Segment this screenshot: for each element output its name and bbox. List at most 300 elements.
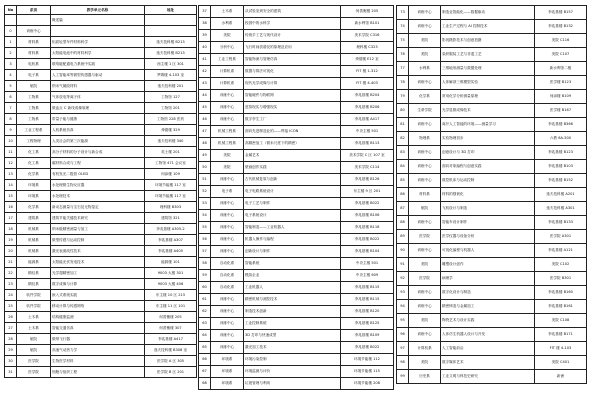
- cell-name: 现代光学成像与计算: [244, 78, 341, 90]
- cell-location: 环境节能楼 117 室: [145, 191, 197, 202]
- cell-no: 76: [397, 48, 409, 62]
- cell-name: 智能硬件与物联网: [244, 90, 341, 102]
- cell-dept: 环境系: [17, 191, 51, 202]
- cell-dept: [17, 15, 51, 26]
- cell-dept: 机械工程系: [211, 126, 244, 138]
- table-row: [199, 318, 394, 330]
- cell-dept: 计算机系: [211, 78, 244, 90]
- cell-location: FIT 楼 1-312: [341, 66, 394, 78]
- cell-dept: 工物系: [17, 114, 51, 125]
- table-row: [5, 37, 197, 48]
- cell-location: 新水利馆 B101: [341, 18, 394, 30]
- cell-dept: 环境系: [17, 180, 51, 191]
- cell-name: 离开人工智能的环境——测量学习: [441, 118, 535, 132]
- cell-location: FIT 楼 4-403: [341, 78, 394, 90]
- table-row: [397, 286, 587, 300]
- table-row: [5, 356, 197, 367]
- cell-no: 11: [5, 147, 17, 158]
- cell-location: 新水利馆二楼: [535, 62, 587, 76]
- cell-dept: 材料系: [17, 48, 51, 59]
- cell-no: 97: [397, 342, 409, 356]
- cell-name: 从试验室到安全的建筑: [244, 6, 341, 18]
- cell-location: 李兆基楼 B123: [535, 146, 587, 160]
- cell-name: 实验物理初步: [441, 132, 535, 146]
- cell-name: 智能车设计制作: [441, 216, 535, 230]
- cell-location: 李兆基楼 B133: [535, 216, 587, 230]
- cell-no: 25: [5, 301, 17, 312]
- cell-dept: 电子系: [211, 186, 244, 198]
- table-row: [5, 367, 197, 378]
- cell-name: 传统手工艺与现代设计: [244, 30, 341, 42]
- cell-dept: 材料系: [17, 37, 51, 48]
- cell-no: 78: [397, 76, 409, 90]
- table-row: [199, 378, 394, 390]
- cell-location: 李兆基楼 B109: [341, 330, 394, 342]
- table-row: [397, 272, 587, 286]
- cell-name: 移动计算与传感网络: [51, 301, 145, 312]
- cell-no: 65: [199, 342, 211, 354]
- cell-no: 48: [199, 138, 211, 150]
- cell-no: 3: [5, 59, 17, 70]
- cell-location: 逸夫技科楼 B308 室: [145, 345, 197, 356]
- table-row: [397, 104, 587, 118]
- cell-name: 光学显微成像技术: [441, 104, 535, 118]
- table-row: [5, 235, 197, 246]
- table-row: [199, 102, 394, 114]
- cell-name: 工业机器人: [244, 282, 341, 294]
- cell-name: 病理学: [441, 272, 535, 286]
- table-column-middle: [198, 5, 393, 390]
- cell-no: 4: [5, 70, 17, 81]
- cell-location: 何添楼 B109: [535, 90, 587, 104]
- cell-location: 逸夫技科楼 B213: [145, 37, 197, 48]
- table-row: [199, 54, 394, 66]
- cell-no: 53: [199, 198, 211, 210]
- cell-location: 理科楼 C323: [341, 42, 394, 54]
- cell-name: 太阳能电池中的材料科学: [51, 48, 145, 59]
- cell-name: 水处理微生物反应器: [51, 180, 145, 191]
- cell-location: 中央主楼 609: [341, 270, 394, 282]
- cell-dept: 训练中心: [409, 286, 441, 300]
- cell-location: 李兆基楼 B171: [535, 328, 587, 342]
- cell-location: 医学院 A 区 305: [145, 356, 197, 367]
- cell-name: 纳米气凝胶材料: [51, 81, 145, 92]
- cell-no: 30: [5, 356, 17, 367]
- cell-no: 90: [397, 244, 409, 258]
- cell-dept: 电机系: [17, 59, 51, 70]
- cell-dept: 训练中心: [211, 198, 244, 210]
- table-row: [199, 174, 394, 186]
- table-row: [397, 62, 587, 76]
- cell-name: 激光加工技术: [244, 342, 341, 354]
- cell-dept: 训练中心: [211, 330, 244, 342]
- cell-dept: 美院: [409, 48, 441, 62]
- cell-name: 数据与算法可视化: [244, 66, 341, 78]
- cell-dept: 训练中心: [409, 328, 441, 342]
- cell-name: 水处理技术: [51, 191, 145, 202]
- cell-name: 智能物流与管理仿真: [244, 54, 341, 66]
- cell-name: 面向对象编程与创意实践: [441, 160, 535, 174]
- table-row: [5, 158, 197, 169]
- cell-location: 工物馆 201: [145, 103, 197, 114]
- cell-dept: 美院: [211, 30, 244, 42]
- cell-location: 医学院 B 区 201: [145, 367, 197, 378]
- cell-name: 智能系统: [244, 258, 341, 270]
- cell-location: 李兆基楼 B132: [535, 20, 587, 34]
- table-row: [5, 180, 197, 191]
- cell-location: 罗姆楼 4-103 室: [145, 70, 197, 81]
- table-row: [199, 222, 394, 234]
- cell-name: 纳米级精密测量与加工: [51, 224, 145, 235]
- table-row: [397, 132, 587, 146]
- cell-no: 62: [199, 306, 211, 318]
- cell-dept: 训练中心: [409, 118, 441, 132]
- cell-no: 55: [199, 222, 211, 234]
- table-row: [199, 258, 394, 270]
- cell-location: 9003 大楼 406: [145, 279, 197, 290]
- cell-location: 李兆基楼 B103: [535, 160, 587, 174]
- cell-no: 93: [397, 286, 409, 300]
- cell-dept: 机械系: [17, 235, 51, 246]
- cell-dept: 训练中心: [211, 294, 244, 306]
- cell-dept: 训练中心: [17, 26, 51, 37]
- cell-no: 56: [199, 234, 211, 246]
- cell-location: 李兆基楼 B022: [341, 342, 394, 354]
- table-row: [199, 294, 394, 306]
- cell-location: 李兆基楼 A417: [341, 114, 394, 126]
- cell-no: 77: [397, 62, 409, 76]
- cell-dept: 生命学院: [409, 104, 441, 118]
- cell-name: 制造业智能化——数据驱动: [441, 6, 535, 20]
- cell-dept: 化工系: [17, 147, 51, 158]
- cell-name: 数字化设计与制造: [441, 286, 535, 300]
- cell-no: 47: [199, 126, 211, 138]
- cell-dept: 美院: [409, 34, 441, 48]
- cell-name: 三维地形测量与数据处理: [441, 62, 535, 76]
- cell-no: 64: [199, 330, 211, 342]
- cell-name: 染织服装工艺与非遗工艺: [441, 48, 535, 62]
- cell-no: 15: [5, 191, 17, 202]
- cell-no: 63: [199, 318, 211, 330]
- cell-no: 57: [199, 246, 211, 258]
- cell-name: 电子系统设计: [244, 210, 341, 222]
- cell-no: 79: [397, 90, 409, 104]
- cell-name: 气体放电等离子体: [51, 92, 145, 103]
- cell-location: 李兆基楼 B157: [535, 6, 587, 20]
- cell-no: 22: [5, 268, 17, 279]
- cell-no: 0: [5, 26, 17, 37]
- cell-dept: 材料系: [409, 188, 441, 202]
- table-row: [199, 270, 394, 282]
- cell-dept: 训练中心: [409, 216, 441, 230]
- cell-location: 东主楼 10 区 215: [145, 290, 197, 301]
- cell-no: 38: [199, 18, 211, 30]
- cell-name: 新动态测量与宝石及无物鉴定: [51, 202, 145, 213]
- cell-no: 88: [397, 216, 409, 230]
- cell-location: 何添楼 109: [145, 169, 197, 180]
- table-row: [397, 314, 587, 328]
- cell-name: 环境污染控制: [244, 354, 341, 366]
- cell-location: 李兆基楼 A305-2: [145, 224, 197, 235]
- table-row: [199, 306, 394, 318]
- cell-no: 54: [199, 210, 211, 222]
- cell-location: 李兆基楼 B115: [341, 282, 394, 294]
- cell-name: 可视化编程与机器人: [441, 244, 535, 258]
- cell-dept: 能源系: [17, 257, 51, 268]
- table-row: [397, 342, 587, 356]
- cell-dept: 化学系: [17, 202, 51, 213]
- cell-name: 概述篇: [51, 15, 145, 26]
- cell-location: 逸夫技科楼 A201: [535, 188, 587, 202]
- cell-no: 12: [5, 158, 17, 169]
- table-row: [397, 258, 587, 272]
- cell-name: 高速气动热力学: [51, 345, 145, 356]
- cell-location: 逸夫技科楼 B213: [145, 48, 197, 59]
- cell-dept: 建筑系: [17, 213, 51, 224]
- cell-name: 光学超精密加工: [51, 268, 145, 279]
- table-row: [397, 202, 587, 216]
- cell-no: 86: [397, 188, 409, 202]
- cell-name: 制造技术创新: [244, 306, 341, 318]
- cell-name: 高精密加工（微米尺度下的精密）: [244, 138, 341, 150]
- cell-no: 28: [5, 334, 17, 345]
- cell-dept: 工程物理: [17, 136, 51, 147]
- cell-location: 中央主楼 501: [341, 258, 394, 270]
- cell-name: 创新设计与制作: [244, 246, 341, 258]
- cell-location: 何善衡楼 205: [145, 312, 197, 323]
- cell-name: 铝质轻型车件材料科学: [51, 37, 145, 48]
- cell-no: 81: [397, 118, 409, 132]
- table-row: [5, 191, 197, 202]
- table-row: [5, 334, 197, 345]
- cell-no: [5, 15, 17, 26]
- cell-no: 31: [5, 367, 17, 378]
- cell-dept: 美院: [211, 162, 244, 174]
- cell-location: 逸夫技科楼 340: [145, 136, 197, 147]
- header-location: 地址: [145, 6, 197, 15]
- cell-dept: 自动化系: [211, 270, 244, 282]
- cell-no: 50: [199, 162, 211, 174]
- table-row: [5, 290, 197, 301]
- cell-location: 美院 C102: [535, 258, 587, 272]
- cell-location: 李兆基楼 B022: [341, 198, 394, 210]
- table-column-right: [396, 5, 586, 384]
- cell-no: 61: [199, 294, 211, 306]
- cell-name: 数字成像与计算: [51, 279, 145, 290]
- cell-no: 84: [397, 160, 409, 174]
- cell-location: 医学楼 B167: [535, 104, 587, 118]
- cell-no: 39: [199, 30, 211, 42]
- cell-dept: 电子系: [17, 70, 51, 81]
- table-column-left: [4, 5, 196, 378]
- cell-dept: 计算机系: [409, 342, 441, 356]
- cell-name: 微型传感与运动控制: [51, 235, 145, 246]
- table-row: [397, 370, 587, 384]
- table-row: [5, 202, 197, 213]
- cell-dept: 水利系: [211, 18, 244, 30]
- table-row: [5, 246, 197, 257]
- cell-name: 材料的强韧化: [441, 188, 535, 202]
- cell-name: 数控机床与运动控制: [441, 174, 535, 188]
- cell-name: 校园中的水科学: [244, 18, 341, 30]
- cell-name: 带量子能与健康: [51, 114, 145, 125]
- cell-no: 89: [397, 230, 409, 244]
- cell-no: 1: [5, 37, 17, 48]
- table-row: [397, 34, 587, 48]
- cell-no: 10: [5, 136, 17, 147]
- table-row: [5, 224, 197, 235]
- cell-dept: 环境系: [211, 378, 244, 390]
- cell-dept: 训练中心: [211, 90, 244, 102]
- cell-dept: 航院: [17, 345, 51, 356]
- cell-location: 能源楼 101: [145, 257, 197, 268]
- table-row: [199, 78, 394, 90]
- cell-name: 人工智能前沿: [441, 342, 535, 356]
- cell-name: 人机系统仿真: [51, 125, 145, 136]
- cell-name: 人类社会的第三次能源: [51, 136, 145, 147]
- cell-dept: 训练中心: [211, 210, 244, 222]
- cell-name: 工业控制系统: [244, 318, 341, 330]
- table-row: [199, 246, 394, 258]
- cell-no: 20: [5, 246, 17, 257]
- cell-name: 壁画创作实践: [244, 162, 341, 174]
- cell-location: 美术学院 C316: [341, 30, 394, 42]
- table-row: [5, 114, 197, 125]
- table-row: [397, 216, 587, 230]
- table-row: [5, 268, 197, 279]
- cell-location: 理科楼 B303: [145, 202, 197, 213]
- cell-name: 古代机械复原与创新: [244, 174, 341, 186]
- cell-dept: 医学院: [409, 272, 441, 286]
- cell-no: 8: [5, 114, 17, 125]
- table-row: [5, 257, 197, 268]
- cell-name: 碳材料合成与工程: [51, 158, 145, 169]
- cell-dept: 训练中心: [211, 222, 244, 234]
- cell-location: 李兆基楼 B152: [535, 174, 587, 188]
- cell-dept: 土木系: [211, 6, 244, 18]
- cell-name: 生物医学材料: [51, 356, 145, 367]
- cell-name: 人工智能率等微型传感器与驱动: [51, 70, 145, 81]
- cell-location: 美院 C108: [535, 314, 587, 328]
- cell-no: 29: [5, 345, 17, 356]
- table-row: [199, 18, 394, 30]
- cell-name: 结构健康监测: [51, 312, 145, 323]
- cell-dept: 训练中心: [409, 20, 441, 34]
- cell-dept: 训练中心: [211, 306, 244, 318]
- table-row: [5, 345, 197, 356]
- cell-dept: 航院: [17, 81, 51, 92]
- cell-dept: 美院: [409, 314, 441, 328]
- cell-name: 创意设计与 3D 打印: [441, 146, 535, 160]
- cell-dept: 分析中心: [211, 42, 244, 54]
- cell-dept: 精仪系: [17, 268, 51, 279]
- cell-location: 医学院 B301: [535, 272, 587, 286]
- cell-name: 3D 打印与快速成型: [244, 330, 341, 342]
- cell-dept: 工业工程系: [17, 125, 51, 136]
- cell-no: 41: [199, 54, 211, 66]
- table-header-row: [5, 6, 197, 15]
- cell-name: 垃圾管理与利用: [244, 378, 341, 390]
- cell-no: 16: [5, 202, 17, 213]
- cell-dept: 航院: [409, 202, 441, 216]
- cell-location: 舜德楼 E12 室: [341, 54, 394, 66]
- table-row: [199, 330, 394, 342]
- cell-name: 人体仿生机器人设计与开发: [441, 328, 535, 342]
- cell-name: 数字媒体艺术: [441, 356, 535, 370]
- cell-no: 60: [199, 282, 211, 294]
- cell-no: 37: [199, 6, 211, 18]
- cell-name: 智能制造——工业机器人: [244, 222, 341, 234]
- table-row: [5, 301, 197, 312]
- table-row: [5, 70, 197, 81]
- cell-name: 飞机设计与制造: [441, 202, 535, 216]
- cell-name: 金属艺术: [244, 150, 341, 162]
- table-row: [5, 323, 197, 334]
- cell-dept: 医学院: [17, 356, 51, 367]
- cell-location: 东主楼 9 区 201: [341, 186, 394, 198]
- cell-location: 环境节能楼 208: [341, 378, 394, 390]
- table-row: [199, 234, 394, 246]
- cell-name: 影视摄影技术与创意拍摄: [441, 34, 535, 48]
- table-row: [397, 244, 587, 258]
- cell-no: 91: [397, 258, 409, 272]
- cell-name: 环境监测与评价: [244, 366, 341, 378]
- cell-no: 9: [5, 125, 17, 136]
- table-row: [397, 118, 587, 132]
- cell-no: 82: [397, 132, 409, 146]
- table-row: [199, 162, 394, 174]
- table-row: [397, 76, 587, 90]
- cell-no: 26: [5, 312, 17, 323]
- table-row: [5, 15, 197, 26]
- cell-location: 李兆基楼 B115: [341, 294, 394, 306]
- cell-location: [145, 15, 197, 26]
- cell-dept: 训练中心: [211, 318, 244, 330]
- cell-location: 中央主楼 501: [341, 126, 394, 138]
- cell-location: 何善衡楼 205: [341, 6, 394, 18]
- cell-dept: 工物系: [17, 92, 51, 103]
- cell-no: 43: [199, 78, 211, 90]
- table-row: [199, 126, 394, 138]
- cell-name: 联络磁配通电力系统中实践: [51, 59, 145, 70]
- table-row: [397, 90, 587, 104]
- table-row: [397, 328, 587, 342]
- table-row: [5, 103, 197, 114]
- cell-dept: 软件学院: [17, 290, 51, 301]
- cell-dept: 环境系: [211, 366, 244, 378]
- cell-no: 27: [5, 323, 17, 334]
- cell-location: 李兆基楼 B204: [341, 90, 394, 102]
- table-row: [397, 20, 587, 34]
- cell-no: 87: [397, 202, 409, 216]
- cell-dept: 训练中心: [409, 160, 441, 174]
- cell-no: 98: [397, 356, 409, 370]
- cell-dept: 训练中心: [409, 300, 441, 314]
- table-row: [199, 30, 394, 42]
- cell-no: 74: [397, 20, 409, 34]
- table-row: [397, 6, 587, 20]
- cell-name: 嵌入式系统实践: [51, 290, 145, 301]
- table-row: [5, 125, 197, 136]
- cell-location: 医学楼 B123: [535, 76, 587, 90]
- cell-no: 58: [199, 258, 211, 270]
- table-row: [199, 366, 394, 378]
- cell-location: 美术学院 C 区 107 室: [341, 150, 394, 162]
- cell-no: 75: [397, 34, 409, 48]
- cell-dept: 美院: [211, 150, 244, 162]
- cell-dept: 训练中心: [211, 114, 244, 126]
- cell-location: 建筑馆 321: [145, 213, 197, 224]
